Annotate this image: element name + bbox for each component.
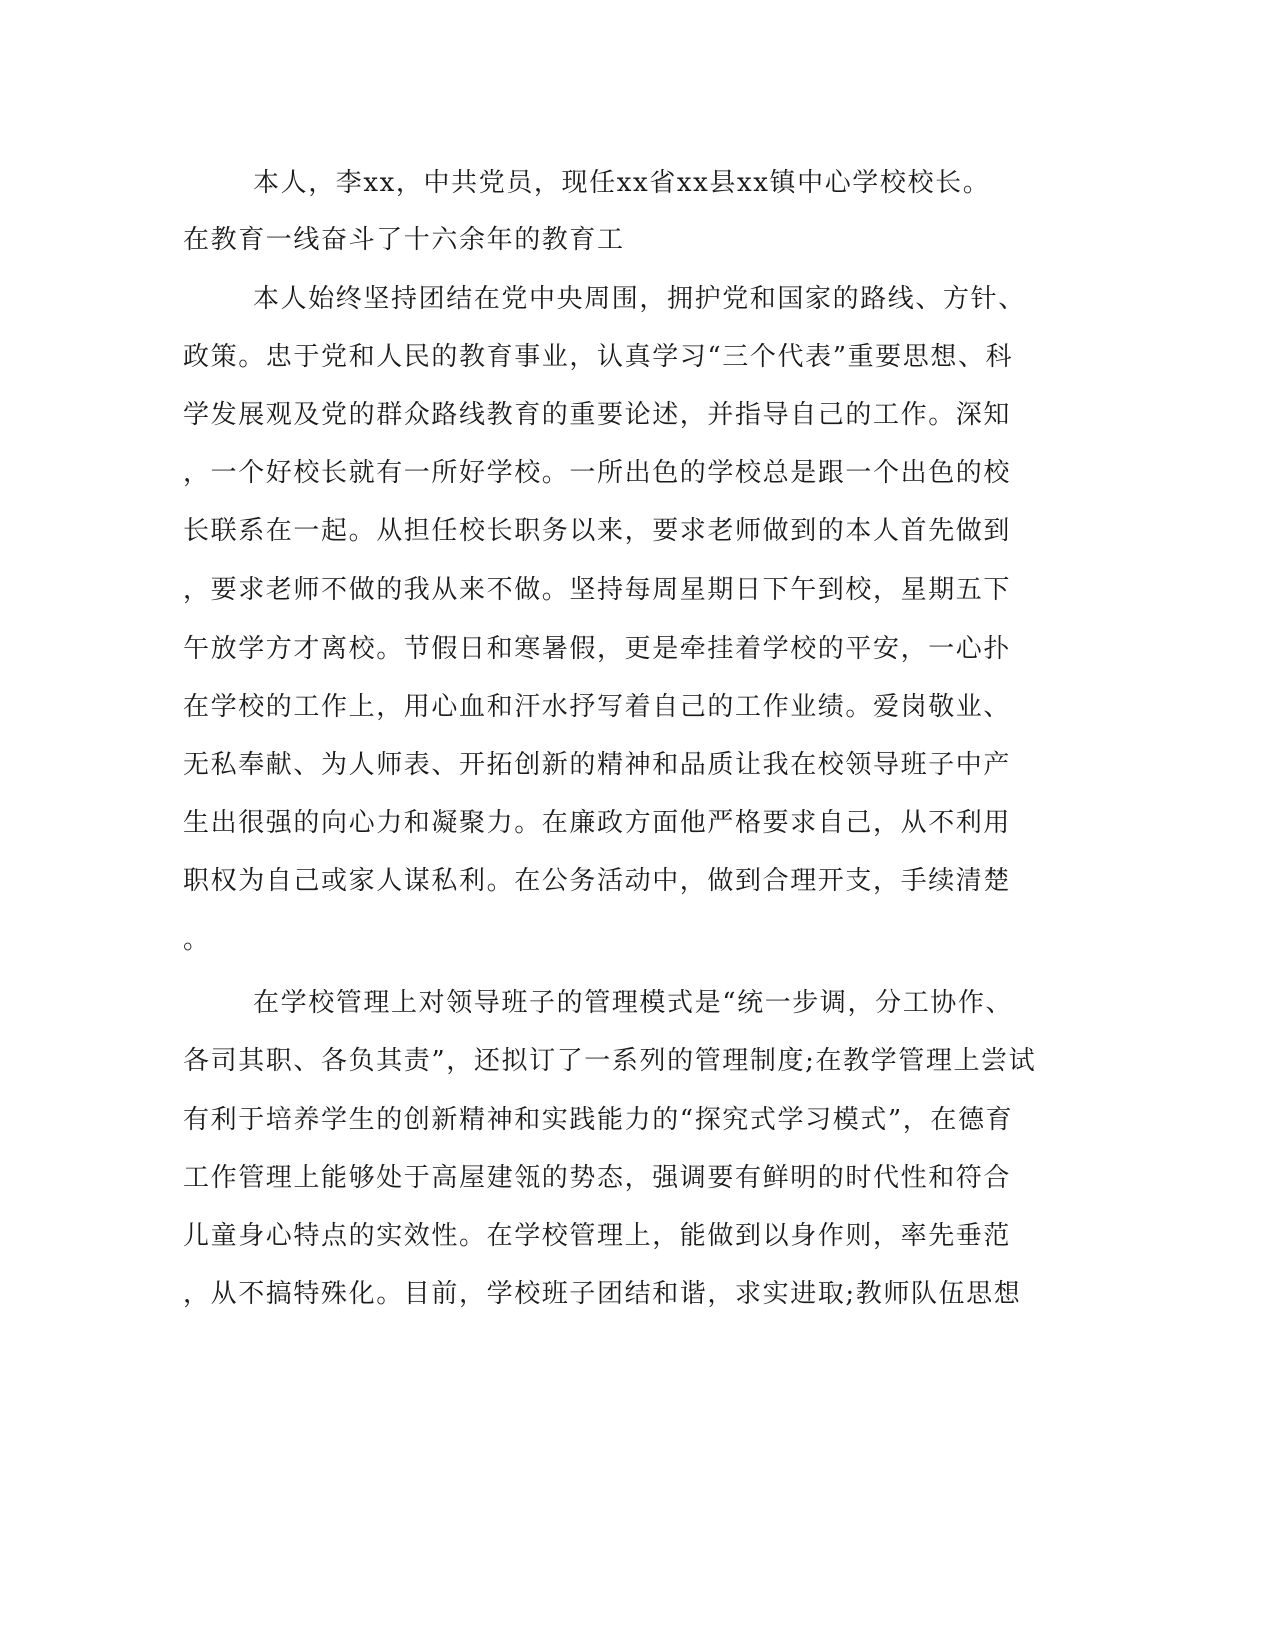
paragraph-2-line-5: 长联系在一起。从担任校长职务以来，要求老师做到的本人首先做到 xyxy=(183,516,1012,546)
paragraph-2-line-12: 。 xyxy=(183,925,211,955)
paragraph-2-line-2: 政策。忠于党和人民的教育事业，认真学习“三个代表”重要思想、科 xyxy=(183,342,1014,372)
paragraph-3-line-4: 工作管理上能够处于高屋建瓴的势态，强调要有鲜明的时代性和符合 xyxy=(183,1163,1012,1193)
paragraph-1-line-2: 在教育一线奋斗了十六余年的教育工 xyxy=(183,225,625,255)
paragraph-2-line-7: 午放学方才离校。节假日和寒暑假，更是牵挂着学校的平安，一心扑 xyxy=(183,634,1012,664)
paragraph-2-line-6: ，要求老师不做的我从来不做。坚持每周星期日下午到校，星期五下 xyxy=(183,575,1012,605)
paragraph-2-line-1: 本人始终坚持团结在党中央周围，拥护党和国家的路线、方针、 xyxy=(253,284,1026,314)
paragraph-3-line-2: 各司其职、各负其责”，还拟订了一系列的管理制度;在教学管理上尝试 xyxy=(183,1046,1037,1076)
paragraph-3-line-5: 儿童身心特点的实效性。在学校管理上，能做到以身作则，率先垂范 xyxy=(183,1221,1012,1251)
paragraph-2-line-4: ，一个好校长就有一所好学校。一所出色的学校总是跟一个出色的校 xyxy=(183,458,1012,488)
paragraph-3-line-6: ，从不搞特殊化。目前，学校班子团结和谐，求实进取;教师队伍思想 xyxy=(183,1279,1022,1309)
paragraph-2-line-10: 生出很强的向心力和凝聚力。在廉政方面他严格要求自己，从不利用 xyxy=(183,808,1012,838)
paragraph-3-line-1: 在学校管理上对领导班子的管理模式是“统一步调，分工协作、 xyxy=(253,988,1014,1018)
paragraph-2-line-9: 无私奉献、为人师表、开拓创新的精神和品质让我在校领导班子中产 xyxy=(183,750,1012,780)
paragraph-2-line-11: 职权为自己或家人谋私利。在公务活动中，做到合理开支，手续清楚 xyxy=(183,866,1012,896)
paragraph-3-line-3: 有利于培养学生的创新精神和实践能力的“探究式学习模式”，在德育 xyxy=(183,1105,1014,1135)
paragraph-1-line-1: 本人，李xx，中共党员，现任xx省xx县xx镇中心学校校长。 xyxy=(253,168,991,198)
paragraph-2-line-8: 在学校的工作上，用心血和汗水抒写着自己的工作业绩。爱岗敬业、 xyxy=(183,692,1012,722)
paragraph-2-line-3: 学发展观及党的群众路线教育的重要论述，并指导自己的工作。深知 xyxy=(183,400,1012,430)
